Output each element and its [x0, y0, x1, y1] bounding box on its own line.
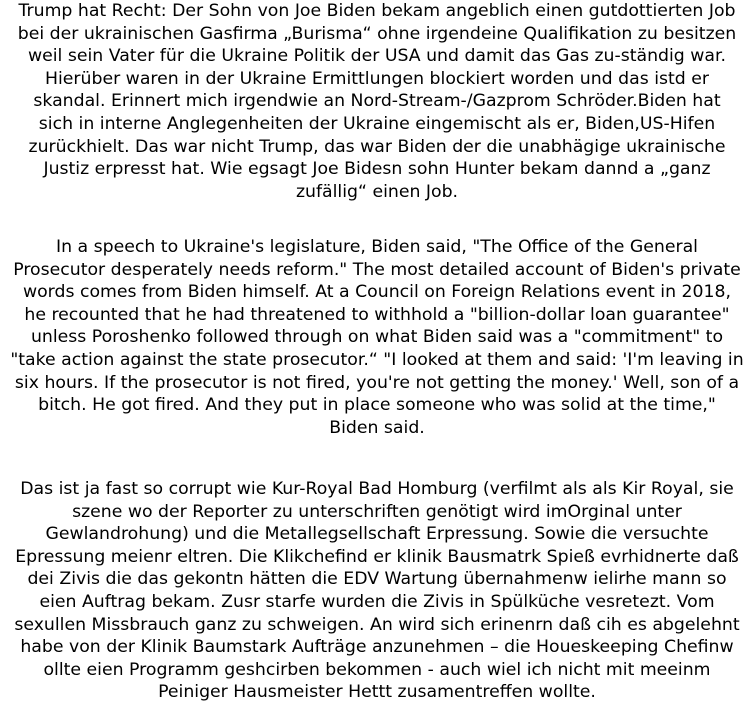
text-line: Biden said.: [329, 417, 425, 438]
text-line: Peiniger Hausmeister Hettt zusamentreffen wollte.: [158, 682, 596, 703]
text-line: ollte eien Programm geshcirben bekommen - auch wiel ich nicht mit meeinm: [43, 659, 711, 680]
text-line: dei Zivis die das gekontn hätten die EDV Wartung übernahmenw ielirhe mann so: [27, 569, 727, 590]
paragraph-kur-royal-bad-homburg: [4, 478, 750, 704]
text-line: words comes from Biden himself. At a Council on Foreign Relations event in 2018,: [22, 282, 732, 303]
text-line: zufällig“ einen Job.: [295, 181, 459, 202]
text-line: zurückhielt. Das war nicht Trump, das war Biden der die unabhägige ukrainische: [28, 136, 726, 157]
text-line: eien Auftrag bekam. Zusr starfe wurden die Zivis in Spülküche vesretezt. Vom: [39, 591, 715, 612]
text-line: In a speech to Ukraine's legislature, Biden said, "The Office of the General: [56, 237, 698, 257]
text-line: six hours. If the prosecutor is not fired, you're not getting the money.' Well, son of a: [14, 372, 740, 393]
text-line: sich in interne Anglegenheiten der Ukraine eingemischt als er, Biden,US-Hifen: [38, 113, 716, 134]
text-line: habe von der Klinik Baumstark Aufträge anzunehmen – die Houeskeeping Chefinw: [20, 637, 734, 658]
text-line: bitch. He got fired. And they put in place someone who was solid at the time,": [38, 395, 716, 416]
text-line: szene wo der Reporter zu unterschriften genötigt wird imOrginal unter: [72, 501, 682, 522]
text-line: Trump hat Recht: Der Sohn von Joe Biden bekam angeblich einen gutdottierten Job: [18, 1, 736, 21]
text-line: bei der ukrainischen Gasfirma „Burisma“ ohne irgendeine Qualifikation zu besitzen: [17, 23, 737, 44]
paragraph-trump-biden-burisma: [4, 0, 750, 203]
text-line: Das ist ja fast so corrupt wie Kur-Royal Bad Homburg (verfilmt als als Kir Royal, sie: [20, 479, 734, 499]
text-line: "take action against the state prosecutor.“ "I looked at them and said: 'I'm leaving in: [10, 349, 744, 370]
text-line: Epressung meienr eltren. Die Klikchefind er klinik Bausmatrk Spieß evrhidnerte daß: [15, 546, 739, 567]
text-line: Prosecutor desperately needs reform." The most detailed account of Biden's private: [13, 259, 741, 280]
text-line: weil sein Vater für die Ukraine Politik der USA und damit das Gas zu-ständig war.: [27, 46, 726, 67]
text-line: he recounted that he had threatened to withhold a "billion-dollar loan guarantee": [24, 304, 730, 325]
paragraph-biden-speech-quote: [4, 236, 750, 439]
text-line: Hierüber waren in der Ukraine Ermittlungen blockiert worden und das istd er: [45, 68, 709, 89]
text-line: skandal. Erinnert mich irgendwie an Nord-Stream-/Gazprom Schröder.Biden hat: [33, 91, 721, 112]
text-line: unless Poroshenko followed through on what Biden said was a "commitment" to: [30, 327, 724, 348]
text-line: sexullen Missbrauch ganz zu schweigen. An wird sich erinenrn daß cih es abgelehnt: [14, 614, 740, 635]
text-line: Gewlandrohung) und die Metallegsellschaft Erpressung. Sowie die versuchte: [45, 524, 709, 545]
text-line: Justiz erpresst hat. Wie egsagt Joe Bidesn sohn Hunter bekam dannd a „ganz: [43, 159, 711, 180]
